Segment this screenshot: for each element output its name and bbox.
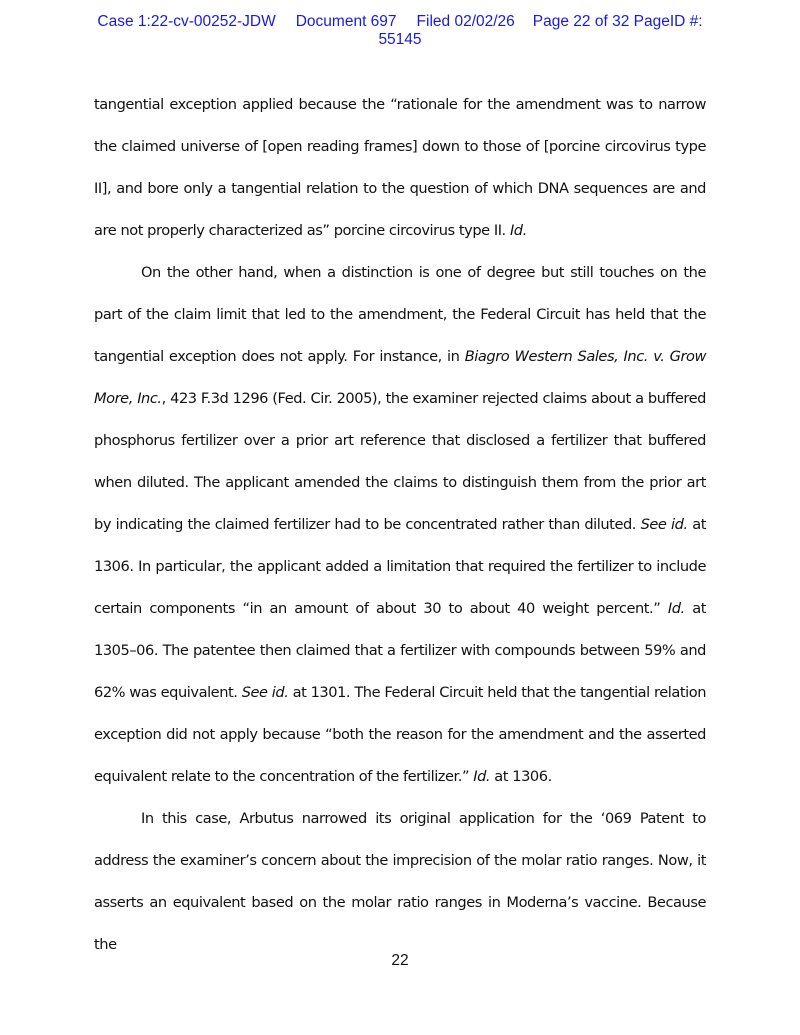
paragraph-2: [94, 252, 706, 798]
text-segment: On the other hand, when a distinction is one of degree but still touches on the part of the claim limit that led to the amendment, the Federal Circuit has held that the tangential exception does not apply. For instance, in: [94, 264, 706, 365]
text-segment: In this case, Arbutus narrowed its original application for the ‘069 Patent to address the examiner’s concern about the imprecision of the molar ratio ranges. Now, it asserts an equivalent based on the molar ratio ranges in Moderna’s vaccine. Because the: [94, 810, 706, 953]
paragraph-1: [94, 84, 706, 252]
citation-id: Id.: [667, 600, 685, 617]
page-number: 22: [391, 952, 409, 969]
pageid-number: 55145: [378, 31, 422, 48]
citation-see-id: See id.: [241, 684, 289, 701]
document-number: Document 697: [295, 13, 397, 30]
filed-date: Filed 02/02/26: [416, 13, 515, 30]
header-line-2: [0, 31, 800, 49]
text-segment: at 1306.: [490, 768, 552, 785]
body-text: [94, 84, 706, 966]
text-segment: at 1301. The Federal Circuit held that the tangential relation exception did not apply because “both the reason for the amendment and the asserted equivalent relate to the concentration of the fertilizer.”: [94, 684, 706, 785]
text-segment: , 423 F.3d 1296 (Fed. Cir. 2005), the examiner rejected claims about a buffered phosphorus fertilizer over a prior art reference that disclosed a fertilizer that buffered when diluted. The applicant amended the claims to distinguish them from the prior art by indicating the claimed fertilizer had to be concentrated rather than diluted.: [94, 390, 706, 533]
case-citation-biagro: Biagro Western Sales, Inc. v. Grow More, Inc.: [94, 348, 707, 407]
page-of-pages: Page 22 of 32 PageID #:: [532, 13, 703, 30]
citation-id: Id.: [509, 222, 527, 239]
paragraph-3: [94, 798, 706, 966]
text-segment: at 1306. In particular, the applicant added a limitation that required the fertilizer to include certain components “in an amount of about 30 to about 40 weight percent.”: [94, 516, 706, 617]
court-filing-header: [0, 13, 800, 49]
case-number: Case 1:22-cv-00252-JDW: [97, 13, 276, 30]
citation-id: Id.: [473, 768, 491, 785]
citation-see-id: See id.: [640, 516, 688, 533]
header-line-1: [0, 13, 800, 31]
text-segment: tangential exception applied because the “rationale for the amendment was to narrow the claimed universe of [open reading frames] down to those of [porcine circovirus type II], and bore only a tangential relation to the question of which DNA sequences are and are not properly characterized as” porcine circovirus type II.: [94, 96, 706, 239]
text-segment: at 1305–06. The patentee then claimed that a fertilizer with compounds between 59% and 62% was equivalent.: [94, 600, 706, 701]
